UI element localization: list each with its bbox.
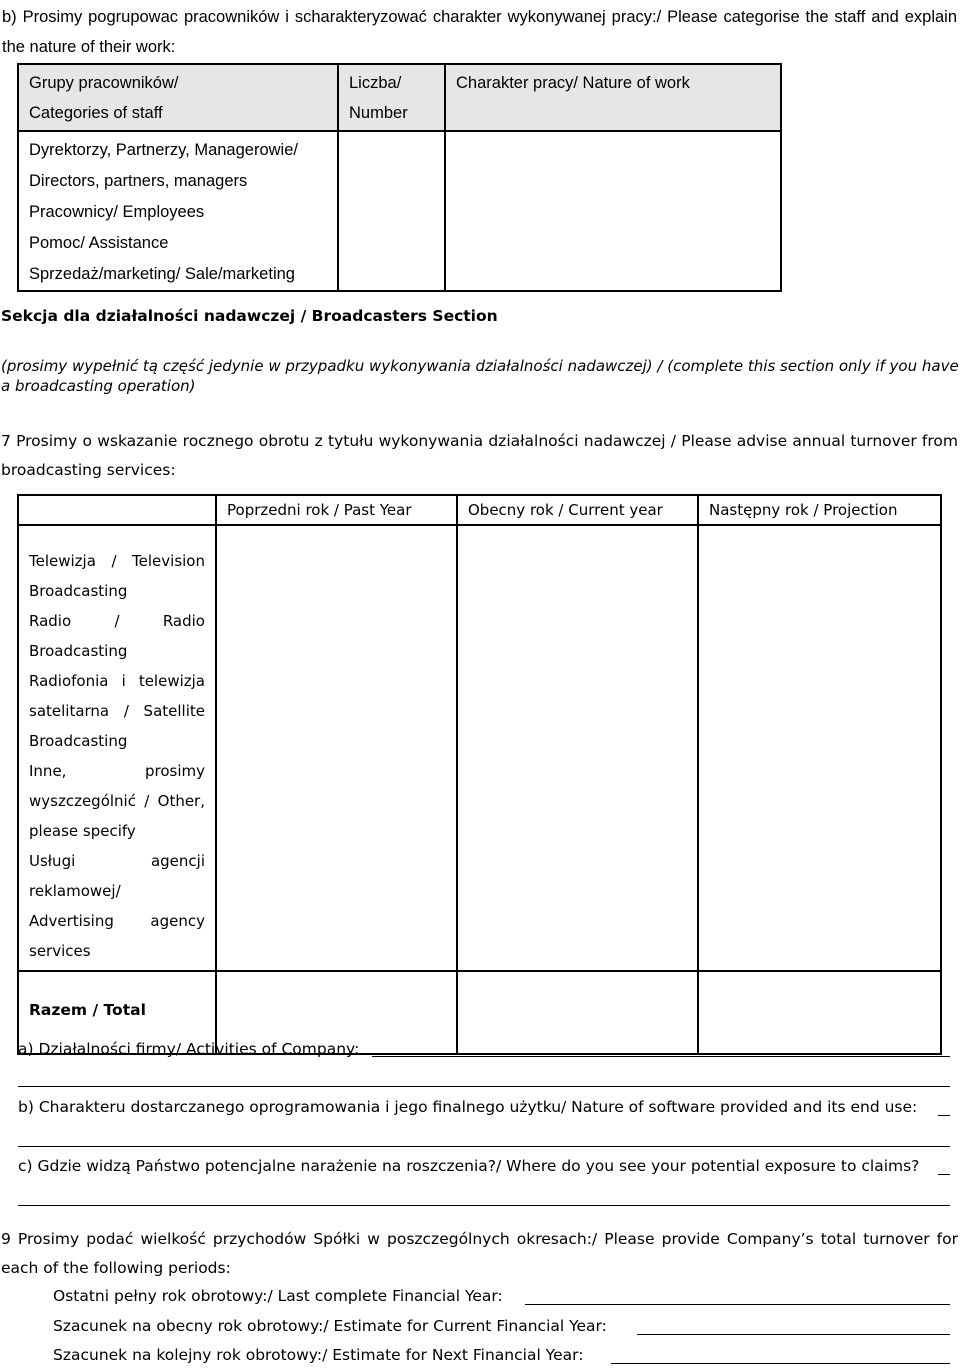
period-current-year-label: Szacunek na obecny rok obrotowy:/ Estimate for Current Financial Year: bbox=[53, 1317, 607, 1335]
intro-text: b) Prosimy pogrupowac pracowników i scharakteryzować charakter wykonywanej pracy:/ Please categorise the staff and explain the nature of their work: bbox=[2, 8, 957, 56]
past-year-input-cell[interactable] bbox=[216, 525, 457, 971]
question-b-answer-line[interactable] bbox=[938, 1115, 950, 1116]
turnover-label-line: Radio / Radio bbox=[29, 612, 205, 630]
period-last-year-label: Ostatni pełny rok obrotowy:/ Last complete Financial Year: bbox=[53, 1287, 503, 1305]
projection-header: Następny rok / Projection bbox=[698, 495, 941, 525]
question-b-label: b) Charakteru dostarczanego oprogramowania i jego finalnego użytku/ Nature of software provided and its end use: bbox=[18, 1098, 918, 1116]
staff-categories-cell bbox=[18, 131, 338, 291]
staff-table-body-row bbox=[18, 131, 781, 291]
turnover-label-line: satelitarna / Satellite bbox=[29, 702, 205, 720]
question-b-answer-line-2[interactable] bbox=[18, 1146, 950, 1147]
turnover-label-line: services bbox=[29, 942, 91, 960]
turnover-label-line: Broadcasting bbox=[29, 642, 128, 660]
turnover-categories-cell bbox=[18, 525, 216, 971]
turnover-label-line: Broadcasting bbox=[29, 732, 128, 750]
staff-category-header bbox=[18, 64, 338, 131]
staff-table-header-row bbox=[18, 64, 781, 131]
staff-category-directors-line1: Dyrektorzy, Partnerzy, Managerowie/ bbox=[29, 141, 298, 159]
current-year-input-cell[interactable] bbox=[457, 525, 698, 971]
period-current-year-answer-line[interactable] bbox=[637, 1334, 950, 1335]
period-last-year-answer-line[interactable] bbox=[525, 1304, 950, 1305]
current-year-total-cell[interactable] bbox=[457, 971, 698, 1054]
turnover-label-line: Broadcasting bbox=[29, 582, 128, 600]
turnover-header-blank bbox=[18, 495, 216, 525]
question-a-answer-line[interactable] bbox=[372, 1056, 950, 1057]
question-7-text: 7 Prosimy o wskazanie rocznego obrotu z tytułu wykonywania działalności nadawczej / Please advise annual turnover from broadcasting services: bbox=[1, 432, 958, 479]
staff-number-header-line2: Number bbox=[349, 104, 408, 122]
question-a-label: a) Działalności firmy/ Activities of Company: bbox=[18, 1040, 360, 1058]
total-label: Razem / Total bbox=[29, 1001, 146, 1019]
turnover-header-row bbox=[18, 495, 941, 525]
turnover-label-line: Advertising agency bbox=[29, 912, 205, 930]
staff-number-header bbox=[338, 64, 445, 131]
staff-table bbox=[17, 63, 782, 292]
staff-number-header-line1: Liczba/ bbox=[349, 74, 402, 92]
question-a-answer-line-2[interactable] bbox=[18, 1086, 950, 1087]
question-c-answer-line[interactable] bbox=[938, 1174, 950, 1175]
turnover-label-line: Telewizja / Television bbox=[29, 552, 205, 570]
staff-category-assistance: Pomoc/ Assistance bbox=[29, 234, 169, 252]
turnover-table bbox=[17, 494, 942, 1055]
period-next-year-answer-line[interactable] bbox=[611, 1363, 950, 1364]
staff-number-input-cell[interactable] bbox=[338, 131, 445, 291]
current-year-header: Obecny rok / Current year bbox=[457, 495, 698, 525]
turnover-label-line: wyszczególnić / Other, bbox=[29, 792, 205, 810]
staff-category-directors-line2: Directors, partners, managers bbox=[29, 172, 248, 190]
staff-category-sales: Sprzedaż/marketing/ Sale/marketing bbox=[29, 265, 295, 283]
turnover-label-line: reklamowej/ bbox=[29, 882, 121, 900]
turnover-label-line: Usługi agencji bbox=[29, 852, 205, 870]
question-c-answer-line-2[interactable] bbox=[18, 1205, 950, 1206]
broadcast-section-heading: Sekcja dla działalności nadawczej / Broadcasters Section bbox=[1, 307, 498, 325]
staff-category-employees: Pracownicy/ Employees bbox=[29, 203, 205, 221]
projection-input-cell[interactable] bbox=[698, 525, 941, 971]
turnover-data-row bbox=[18, 525, 941, 971]
period-next-year-label: Szacunek na kolejny rok obrotowy:/ Estimate for Next Financial Year: bbox=[53, 1346, 584, 1364]
question-c-label: c) Gdzie widzą Państwo potencjalne narażenie na roszczenia?/ Where do you see your potential exposure to claims? bbox=[18, 1157, 920, 1175]
turnover-label-line: Inne, prosimy bbox=[29, 762, 205, 780]
staff-nature-header-text: Charakter pracy/ Nature of work bbox=[456, 74, 690, 92]
staff-nature-header bbox=[445, 64, 781, 131]
turnover-label-line: Radiofonia i telewizja bbox=[29, 672, 205, 690]
question-9-text: 9 Prosimy podać wielkość przychodów Spółki w poszczególnych okresach:/ Please provide Company’s total turnover for each of the following periods: bbox=[1, 1230, 958, 1277]
staff-category-header-line1: Grupy pracowników/ bbox=[29, 74, 179, 92]
staff-category-header-line2: Categories of staff bbox=[29, 104, 163, 122]
broadcast-section-note: (prosimy wypełnić tą część jedynie w przypadku wykonywania działalności nadawczej) / (complete this section only if you have a broadcasting operation) bbox=[1, 357, 959, 395]
projection-total-cell[interactable] bbox=[698, 971, 941, 1054]
staff-nature-input-cell[interactable] bbox=[445, 131, 781, 291]
turnover-label-line: please specify bbox=[29, 822, 136, 840]
past-year-header: Poprzedni rok / Past Year bbox=[216, 495, 457, 525]
